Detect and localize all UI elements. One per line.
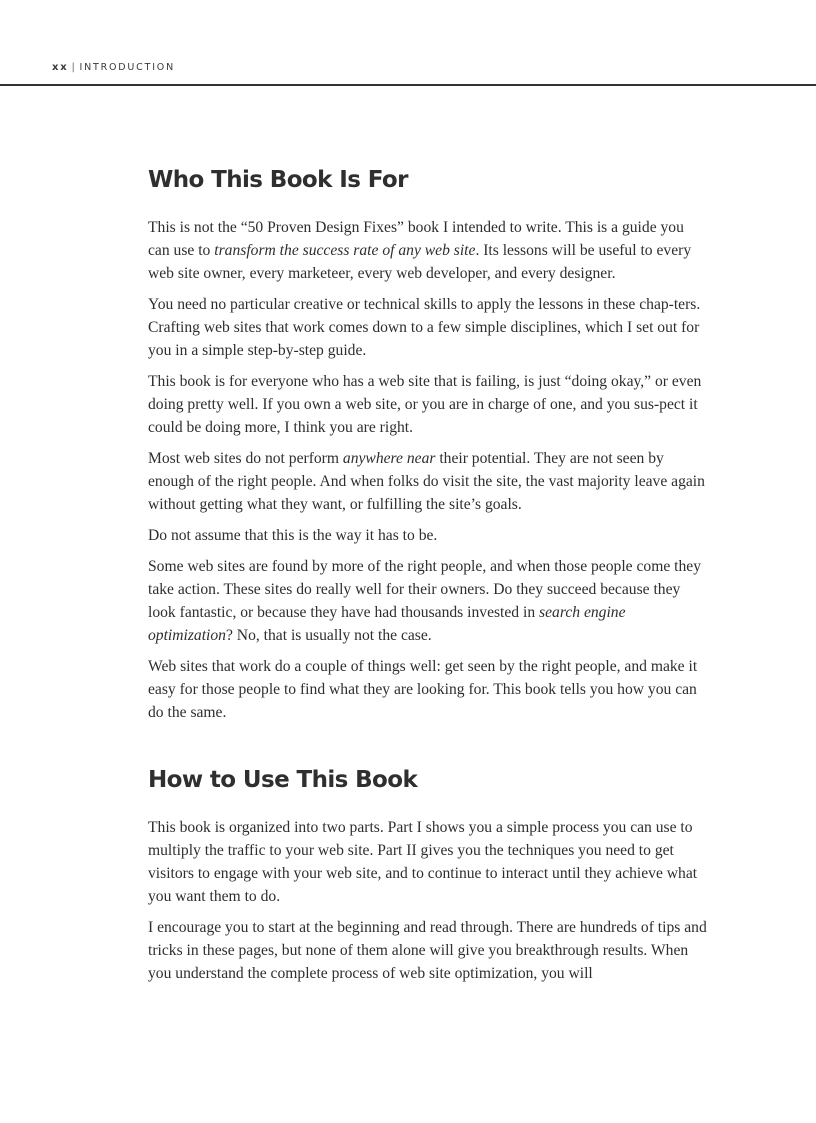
paragraph: Do not assume that this is the way it has to be. — [148, 527, 438, 544]
paragraph: You need no particular creative or technical skills to apply the lessons in these chap-ters. Crafting web sites that work comes down to a few simple disciplines, which I set out for you in a simple step-by-step guide. — [148, 296, 701, 359]
emphasis: search engine optimization — [148, 604, 626, 644]
running-header — [52, 61, 175, 75]
paragraph: This book is organized into two parts. Part I shows you a simple process you can use to multiply the traffic to your web site. Part II gives you the techniques you need to get visitors to engage with your web site, and to continue to interact until they achieve what you want them to do. — [148, 819, 698, 905]
running-section-title: INTRODUCTION — [79, 62, 175, 73]
paragraph: This is not the “50 Proven Design Fixes” book I intended to write. This is a guide you can use to transform the success rate of any web site. Its lessons will be useful to every web site owner, every marketeer, every web developer, and every designer. — [148, 219, 692, 282]
section-heading: Who This Book Is For — [148, 167, 408, 193]
section-how-to-use-this-book — [148, 760, 708, 985]
header-separator: | — [71, 62, 77, 73]
emphasis: transform the success rate of any web site — [214, 242, 476, 259]
paragraph: This book is for everyone who has a web site that is failing, is just “doing okay,” or even doing pretty well. If you own a web site, or you are in charge of one, and you sus-pect it could be doing more, I think you are right. — [148, 373, 702, 436]
paragraph: Most web sites do not perform anywhere near their potential. They are not seen by enough of the right people. And when folks do visit the site, the vast majority leave again without getting what they want, or fulfilling the site’s goals. — [148, 450, 705, 513]
paragraph: Some web sites are found by more of the right people, and when those people come they take action. These sites do really well for their owners. Do they succeed because they look fantastic, or because they have had thousands invested in search engine optimization? No, that is usually not the case. — [148, 558, 701, 644]
paragraph: I encourage you to start at the beginning and read through. There are hundreds of tips and tricks in these pages, but none of them alone will give you breakthrough results. When you understand the complete process of web site optimization, you will — [148, 919, 707, 982]
section-heading: How to Use This Book — [148, 767, 418, 793]
page-body — [148, 160, 708, 993]
emphasis: anywhere near — [342, 450, 436, 467]
section-who-this-book-is-for — [148, 160, 708, 724]
header-rule — [0, 84, 816, 86]
paragraph: Web sites that work do a couple of things well: get seen by the right people, and make it easy for those people to find what they are looking for. This book tells you how you can do the same. — [148, 658, 698, 721]
page-number: xx — [52, 62, 69, 73]
